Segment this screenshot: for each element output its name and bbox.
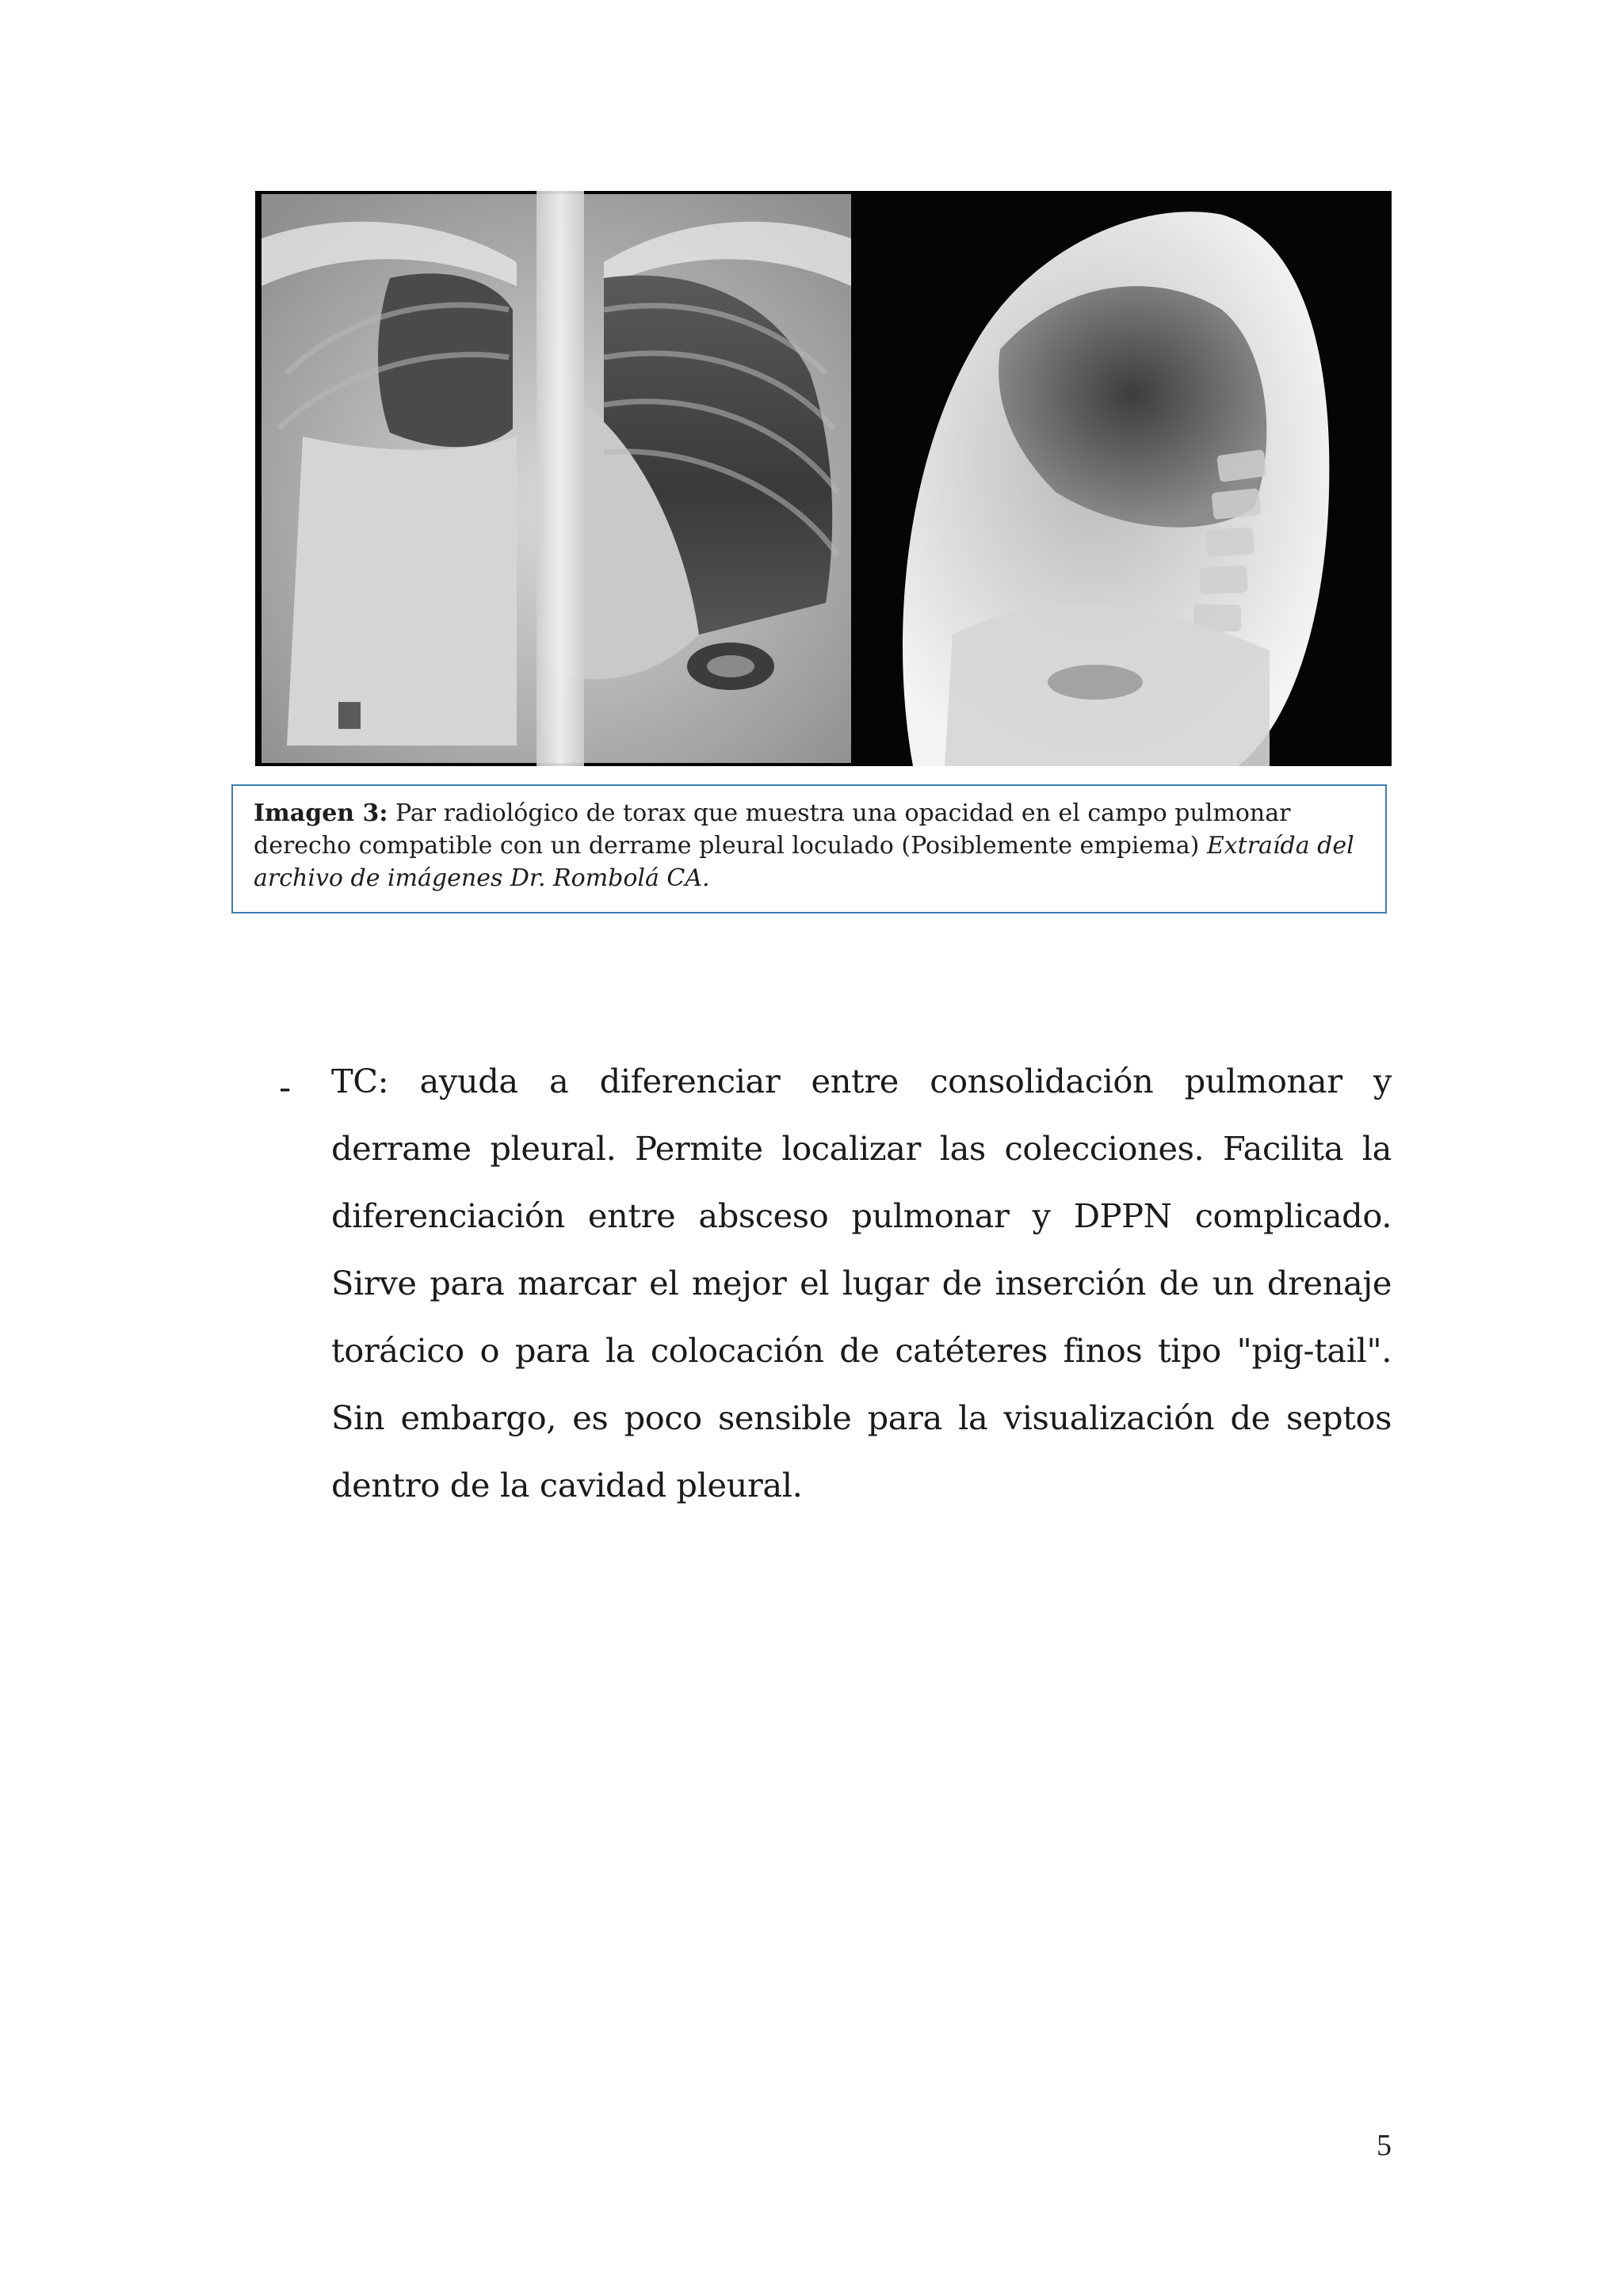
body-paragraph: TC: ayuda a diferenciar entre consolidación pulmonar y derrame pleural. Permite localizar las colecciones. Facilita la diferenciación entre absceso pulmonar y DPPN complicado. Sirve para marcar el mejor el lugar de inserción de un drenaje torácico o para la colocación de catéteres finos tipo "pig-tail". Sin embargo, es poco sensible para la visualización de septos dentro de la cavidad pleural. <box>331 1062 1392 1505</box>
figure-caption <box>231 784 1387 913</box>
chest-xray-lateral-image <box>857 191 1392 766</box>
caption-label: Imagen 3: <box>254 799 388 827</box>
page-number: 5 <box>1377 2129 1392 2162</box>
chest-xray-pa-image <box>255 191 857 766</box>
caption-source: Extraída del archivo de imágenes Dr. Rombolá CA. <box>254 832 1354 892</box>
figure-radiographs <box>255 191 1392 766</box>
list-bullet: - <box>279 1066 292 1108</box>
caption-text: Par radiológico de torax que muestra una opacidad en el campo pulmonar derecho compatible con un derrame pleural loculado (Posiblemente empiema) <box>254 799 1291 860</box>
